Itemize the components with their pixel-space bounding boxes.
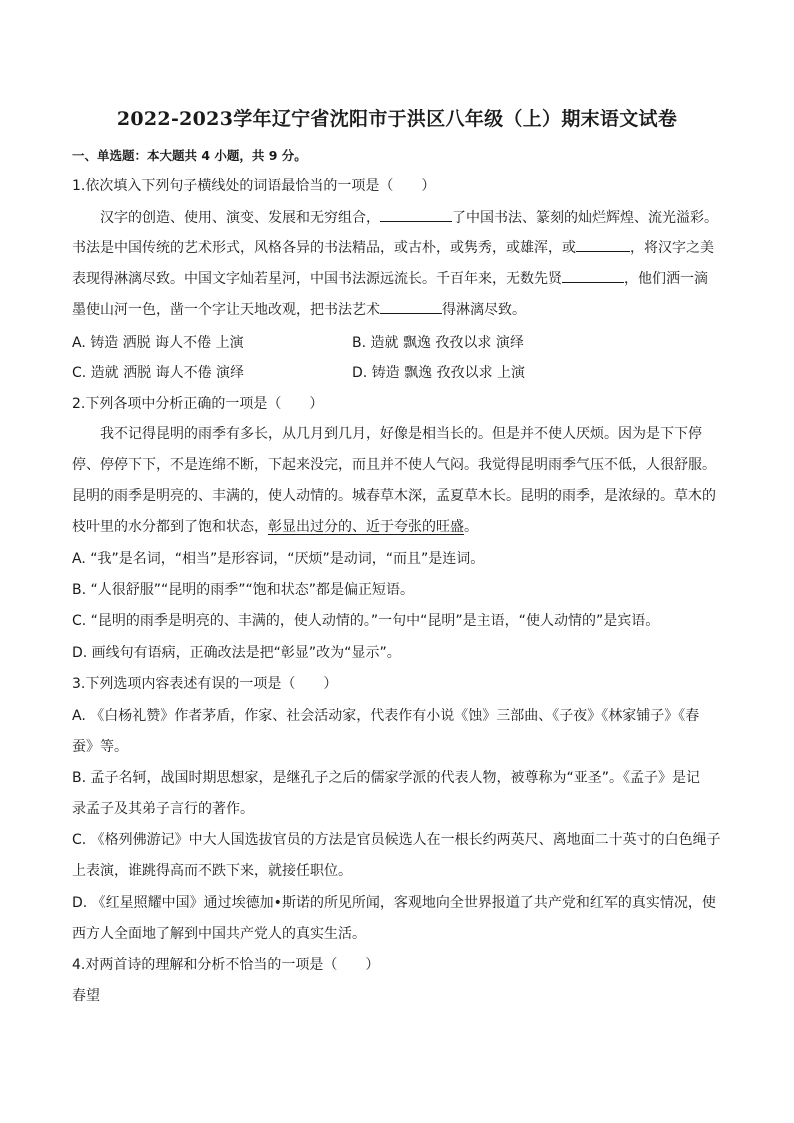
question-2-stem: 2.下列各项中分析正确的一项是（ ） <box>72 396 324 412</box>
question-2-passage-line: 昆明的雨季是明亮的、丰满的，使人动情的。城春草木深，孟夏草木长。昆明的雨季，是浓绿的。草木的 <box>72 488 716 504</box>
page-title: 2022-2023学年辽宁省沈阳市于洪区八年级（上）期末语文试卷 <box>116 108 678 130</box>
question-3-option-a-cont: 蚕》等。 <box>72 739 128 755</box>
question-2-option-c: C. “昆明的雨季是明亮的、丰满的，使人动情的。”一句中“昆明”是主语，“使人动情的”是宾语。 <box>72 613 660 629</box>
question-2-passage-line: 停、停停下下，不是连绵不断，下起来没完，而且并不使人气闷。我觉得昆明雨季气压不低，人很舒服。 <box>72 457 716 473</box>
question-3-option-d: D. 《红星照耀中国》通过埃德加•斯诺的所见所闻，客观地向全世界报道了共产党和红军的真实情况，使 <box>72 895 716 911</box>
question-1-passage-line: 汉字的创造、使用、演变、发展和无穷组合， 了中国书法、篆刻的灿烂辉煌、流光溢彩。 <box>100 207 718 228</box>
question-2-option-a: A. “我”是名词，“相当”是形容词，“厌烦”是动词，“而且”是连词。 <box>72 551 485 567</box>
question-3-option-c-cont: 上表演，谁跳得高而不跌下来，就接任职位。 <box>72 863 352 879</box>
question-3-option-c: C. 《格列佛游记》中大人国选拔官员的方法是官员候选人在一根长约两英尺、离地面二十英寸的白色绳子 <box>72 832 721 848</box>
question-2-passage-line: 我不记得昆明的雨季有多长，从几月到几月，好像是相当长的。但是并不使人厌烦。因为是下下停 <box>100 426 702 442</box>
answer-blank <box>380 299 442 314</box>
question-1-passage-line: 墨使山河一色，凿一个字让天地改观，把书法艺术 得淋漓尽致。 <box>72 299 526 320</box>
question-2-option-d: D. 画线句有语病，正确改法是把“彰显”改为“显示”。 <box>72 645 401 661</box>
question-2-option-b: B. “人很舒服”“昆明的雨季”“饱和状态”都是偏正短语。 <box>72 582 415 598</box>
question-3-stem: 3.下列选项内容表述有误的一项是（ ） <box>72 676 338 692</box>
question-3-option-d-cont: 西方人全面地了解到中国共产党人的真实生活。 <box>72 926 366 942</box>
question-1-option-b: B. 造就 飘逸 孜孜以求 演绎 <box>352 335 524 351</box>
question-1-option-d: D. 铸造 飘逸 孜孜以求 上演 <box>352 365 526 381</box>
question-1-stem: 1.依次填入下列句子横线处的词语最恰当的一项是（ ） <box>72 178 436 194</box>
underlined-sentence: 彰显出过分的、近于夸张的旺盛 <box>268 519 464 535</box>
question-4-stem: 4.对两首诗的理解和分析不恰当的一项是（ ） <box>72 957 380 973</box>
question-1-option-c: C. 造就 洒脱 诲人不倦 演绎 <box>72 365 245 381</box>
answer-blank <box>576 237 630 252</box>
question-2-passage-line: 枝叶里的水分都到了饱和状态，彰显出过分的、近于夸张的旺盛。 <box>72 519 478 535</box>
answer-blank <box>562 268 624 283</box>
question-1-passage-line: 书法是中国传统的艺术形式，风格各异的书法精品，或古朴，或隽秀，或雄浑，或 ，将汉字之美 <box>72 237 714 258</box>
question-1-passage-line: 表现得淋漓尽致。中国文字灿若星河，中国书法源远流长。千百年来，无数先贤 ，他们洒一滴 <box>72 268 708 289</box>
section-heading: 一、单选题：本大题共 4 小题，共 9 分。 <box>72 148 307 163</box>
answer-blank <box>380 207 452 222</box>
question-3-option-b: B. 孟子名轲，战国时期思想家，是继孔子之后的儒家学派的代表人物，被尊称为“亚圣”。《孟子》是记 <box>72 770 701 786</box>
question-3-option-b-cont: 录孟子及其弟子言行的著作。 <box>72 801 254 817</box>
question-3-option-a: A. 《白杨礼赞》作者茅盾，作家、社会活动家，代表作有小说《蚀》三部曲、《子夜》《林家铺子》《春 <box>72 708 700 724</box>
poem-title: 春望 <box>72 988 100 1004</box>
question-1-option-a: A. 铸造 洒脱 诲人不倦 上演 <box>72 335 244 351</box>
